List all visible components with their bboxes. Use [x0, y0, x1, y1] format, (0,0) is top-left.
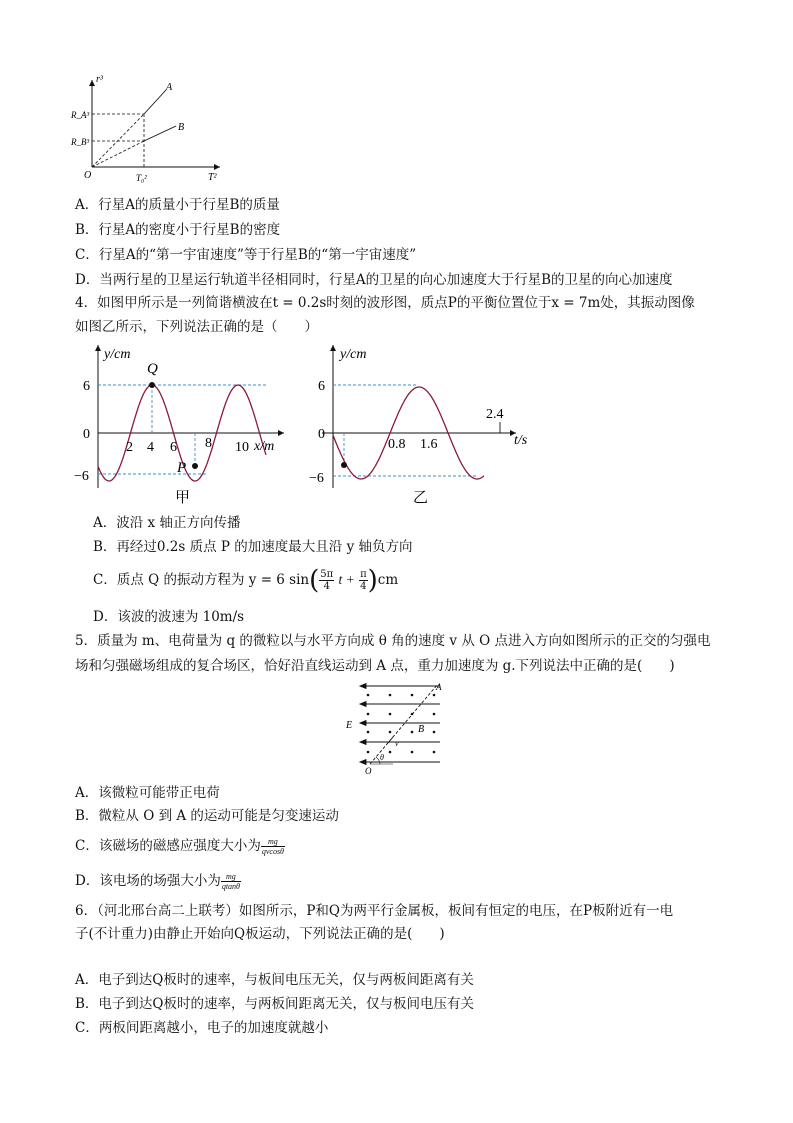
t0-tick: T₀²	[136, 173, 147, 183]
field-b-label: B	[418, 724, 425, 735]
q5-option-c-text: C．该磁场的磁感应强度大小为	[75, 838, 261, 854]
jia-xlabel: x/m	[254, 439, 275, 454]
q5d-num: mg	[221, 872, 241, 882]
q5-stem-line2: 场和匀强磁场组成的复合场区，恰好沿直线运动到 A 点，重力加速度为 g.下列说法中正确的是( )	[75, 658, 675, 674]
yi-xtick-2-4: 2.4	[486, 407, 504, 422]
q4c-den1: 4	[323, 581, 330, 592]
q4c-den2: 4	[360, 581, 367, 592]
q3-option-b: B．行星A的密度小于行星B的密度	[75, 222, 281, 238]
q5-option-a: A．该微粒可能带正电荷	[75, 785, 220, 801]
q4-option-b: B．再经过0.2s 质点 P 的加速度最大且沿 y 轴负方向	[93, 539, 413, 555]
q4-option-d: D．该波的波速为 10m/s	[93, 609, 245, 625]
t2-xlabel: T²	[208, 172, 217, 183]
q3-option-d: D．当两行星的卫星运行轨道半径相同时，行星A的卫星的向心加速度大于行星B的卫星的向心加速度	[75, 272, 673, 288]
q6-option-b: B．电子到达Q板时的速率，与两板间距离无关，仅与板间电压有关	[75, 996, 474, 1012]
q5c-den: qvcosθ	[261, 847, 284, 856]
jia-xtick-10: 10	[235, 440, 249, 455]
jia-xtick-4: 4	[147, 440, 154, 455]
jia-ytick-0: 0	[83, 427, 90, 442]
vibration-graph-yi	[306, 340, 534, 505]
yi-xlabel: t/s	[514, 433, 528, 448]
q6-option-c: C．两板间距离越小，电子的加速度就越小	[75, 1020, 329, 1036]
q4c-unit: cm	[377, 572, 399, 588]
point-q-dot	[149, 382, 155, 388]
q5-option-b: B．微粒从 O 到 A 的运动可能是匀变速运动	[75, 808, 339, 824]
yi-ylabel: y/cm	[340, 347, 367, 362]
q6-option-a: A．电子到达Q板时的速率，与板间电压无关，仅与两板间距离有关	[75, 972, 474, 988]
line-a-label: A	[166, 82, 173, 93]
yi-xtick-0-8: 0.8	[388, 437, 406, 452]
jia-ylabel: y/cm	[104, 347, 131, 362]
jia-xtick-8: 8	[205, 436, 212, 451]
field-theta-label: θ	[380, 753, 384, 762]
jia-ytick-neg6: −6	[74, 469, 89, 484]
line-b-label: B	[178, 122, 185, 133]
q4c-num1: 5π	[320, 569, 334, 580]
wave-graph-jia	[72, 340, 294, 505]
q5-option-c	[75, 832, 285, 860]
q5-stem-line1: 5．质量为 m、电荷量为 q 的微粒以与水平方向成 θ 角的速度 v 从 O 点进入方向如图所示的正交的匀强电	[75, 633, 711, 649]
q4c-num2: π	[360, 569, 367, 580]
q4-stem-line1: 4．如图甲所示是一列简谐横波在t = 0.2s时刻的波形图，质点P的平衡位置位于x = 7m处，其振动图像	[75, 295, 695, 311]
q3-option-a: A．行星A的质量小于行星B的质量	[75, 197, 280, 213]
rb-tick: R_B³	[71, 137, 90, 147]
q6-stem-line2: 子(不计重力)由静止开始向Q板运动，下列说法正确的是( )	[75, 926, 445, 942]
jia-caption: 甲	[175, 490, 191, 505]
field-a-label: A	[436, 682, 442, 692]
r3-ylabel: r³	[96, 74, 103, 85]
field-e-label: E	[346, 720, 353, 731]
point-p-dot	[192, 463, 198, 469]
jia-ytick-6: 6	[83, 379, 90, 394]
q5-option-d-text: D．该电场的场强大小为	[75, 873, 221, 889]
ra-tick: R_A³	[71, 110, 90, 120]
yi-caption: 乙	[413, 490, 429, 505]
q4-stem-line2: 如图乙所示，下列说法正确的是（ ）	[75, 319, 318, 335]
point-p-label: P	[177, 460, 187, 476]
point-q-label: Q	[147, 361, 158, 377]
jia-xtick-2: 2	[126, 440, 133, 455]
q5d-den: qtanθ	[221, 882, 240, 891]
yi-ytick-neg6: −6	[309, 471, 324, 486]
q4-option-c: C．质点 Q 的振动方程为 y = 6 sin( $\frac{5\pi}{4}$ t + $\frac{\pi}{4}$ )cm	[93, 565, 399, 596]
field-v-label: v	[395, 739, 399, 748]
yi-xtick-1-6: 1.6	[420, 437, 438, 452]
q5c-num: mg	[261, 837, 285, 847]
field-diagram	[338, 680, 448, 775]
q5-option-d	[75, 867, 241, 895]
yi-ytick-0: 0	[318, 427, 325, 442]
r3-origin: O	[84, 170, 92, 181]
jia-xtick-6: 6	[170, 440, 177, 455]
yi-ytick-6: 6	[318, 379, 325, 394]
q4-option-c-prefix: C．质点 Q 的振动方程为 y = 6 sin	[93, 572, 310, 588]
q4c-t: t +	[338, 572, 355, 587]
yi-start-dot	[341, 462, 347, 468]
q6-stem-line1: 6．（河北邢台高二上联考）如图所示，P和Q为两平行金属板，板间有恒定的电压，在P板附近有一电	[75, 903, 674, 919]
q4-option-a: A．波沿 x 轴正方向传播	[93, 515, 241, 531]
q3-option-c: C．行星A的“第一宇宙速度”等于行星B的“第一宇宙速度”	[75, 247, 417, 263]
r3-t2-graph	[70, 70, 230, 185]
field-o-label: O	[365, 766, 372, 775]
